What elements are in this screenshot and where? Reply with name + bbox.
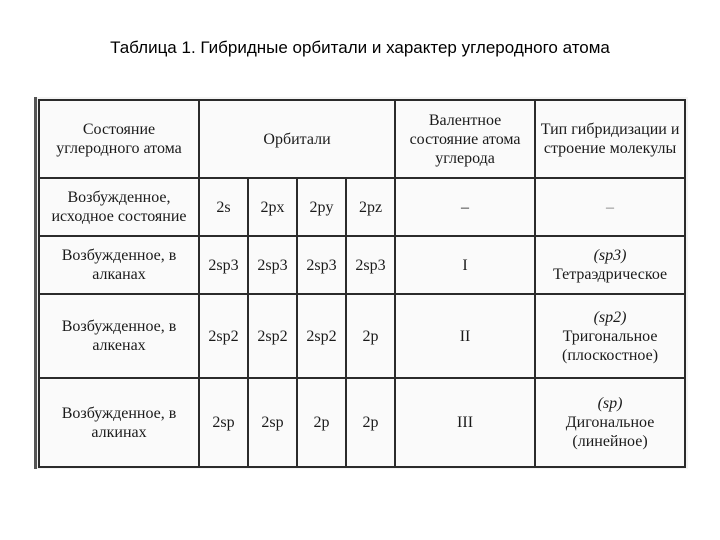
table-header-row (39, 100, 685, 178)
orbital-cell: 2sp2 (297, 294, 346, 378)
row-state: Возбужденное, в алканах (39, 236, 199, 294)
scan-left-edge (34, 97, 37, 469)
header-orbitals: Орбитали (199, 100, 395, 178)
orbital-cell: 2pz (346, 178, 395, 236)
hybrid-cell (535, 378, 685, 467)
orbital-cell: 2p (346, 294, 395, 378)
header-state: Состояние углеродного атома (39, 100, 199, 178)
orbital-cell: 2s (199, 178, 248, 236)
hybrid-type: (sp2) (593, 308, 627, 326)
orbital-cell: 2sp (199, 378, 248, 467)
hybrid-shape: Тригональное (плоскостное) (562, 327, 659, 364)
orbital-table (38, 99, 686, 468)
slide-title: Таблица 1. Гибридные орбитали и характер углеродного атома (110, 38, 610, 57)
hybrid-shape: Тетраэдрическое (552, 266, 668, 283)
table-row (39, 294, 685, 378)
row-state: Возбужденное, в алкенах (39, 294, 199, 378)
orbital-cell: 2p (346, 378, 395, 467)
row-state: Возбужденное, в алкинах (39, 378, 199, 467)
orbital-cell: 2py (297, 178, 346, 236)
orbital-cell: 2sp (248, 378, 297, 467)
hybrid-cell (535, 178, 685, 236)
header-hybrid: Тип гибридизации и строение молекулы (535, 100, 685, 178)
valence-cell: II (395, 294, 535, 378)
row-state: Возбужденное, исходное состояние (39, 178, 199, 236)
orbital-cell: 2sp3 (199, 236, 248, 294)
valence-cell: III (395, 378, 535, 467)
orbital-cell: 2sp2 (248, 294, 297, 378)
table-row (39, 236, 685, 294)
hybrid-type: (sp) (597, 395, 623, 412)
hybrid-shape: – (606, 198, 615, 216)
table-row (39, 378, 685, 467)
hybrid-type: (sp3) (593, 247, 627, 264)
orbital-cell: 2sp3 (248, 236, 297, 294)
table-row (39, 178, 685, 236)
orbital-cell: 2sp3 (297, 236, 346, 294)
orbital-cell: 2sp2 (199, 294, 248, 378)
hybrid-shape: Дигональное (линейное) (565, 414, 655, 450)
orbital-cell: 2p (297, 378, 346, 467)
hybrid-cell (535, 294, 685, 378)
valence-cell: – (395, 178, 535, 236)
orbital-cell: 2px (248, 178, 297, 236)
valence-cell: I (395, 236, 535, 294)
hybrid-cell (535, 236, 685, 294)
header-valence: Валентное состояние атома углерода (395, 100, 535, 178)
orbital-cell: 2sp3 (346, 236, 395, 294)
